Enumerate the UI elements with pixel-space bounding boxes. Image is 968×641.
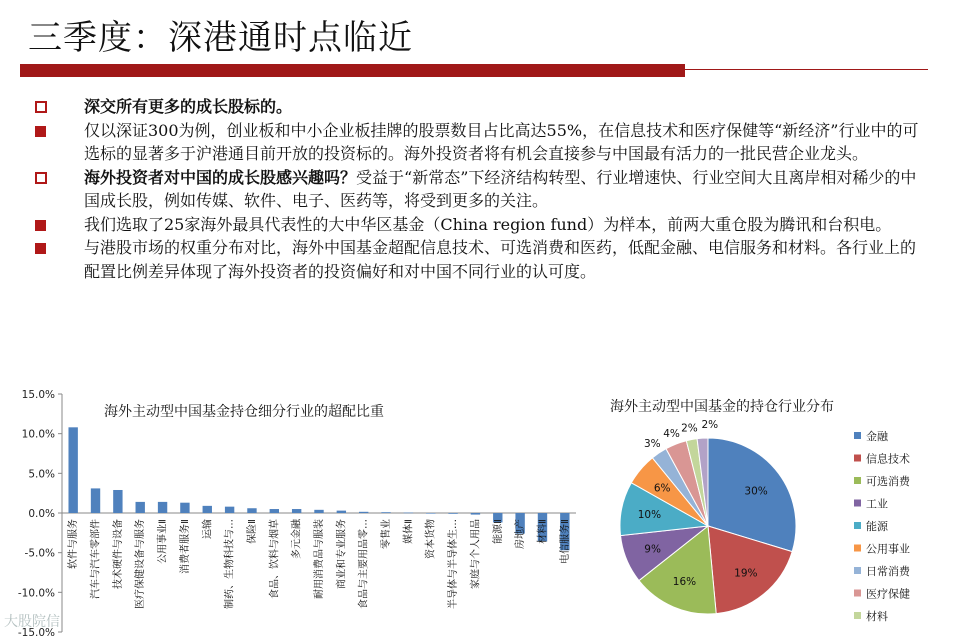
legend-swatch <box>854 522 861 529</box>
pie-value-label: 30% <box>744 485 768 498</box>
bar <box>113 490 122 513</box>
watermark: 大股院信 <box>4 614 60 630</box>
category-label: 家庭与个人用品 <box>470 519 482 589</box>
bullet-list <box>32 95 922 283</box>
bar <box>247 508 256 513</box>
category-label: 汽车与汽车零部件 <box>90 519 102 599</box>
hollow-square-icon <box>35 101 47 113</box>
y-tick-label: -5.0% <box>24 547 55 560</box>
bar <box>91 488 100 513</box>
pie-value-label: 2% <box>701 419 719 432</box>
category-label: 多元金融 <box>291 519 303 559</box>
bullet-item <box>32 213 922 237</box>
bar <box>292 509 301 513</box>
category-label: 半导体与半导体生… <box>448 519 460 609</box>
bullet-text: 我们选取了25家海外最具代表性的大中华区基金（China region fund）为样本，前两大重仓股为腾讯和台积电。 <box>84 214 892 234</box>
pie-value-label: 16% <box>672 576 697 589</box>
category-label: 房地产 <box>515 519 527 549</box>
y-tick-label: -15.0% <box>17 627 55 639</box>
category-label: 食品、饮料与烟草 <box>269 519 281 599</box>
bar <box>180 503 189 513</box>
bar <box>158 502 167 513</box>
bar <box>426 513 435 514</box>
bar <box>448 513 457 514</box>
pie-value-label: 2% <box>681 422 698 435</box>
bar <box>314 510 323 513</box>
category-label: 食品与主要用品零… <box>358 519 370 609</box>
bullet-text: 仅以深证300为例，创业板和中小企业板挂牌的股票数目占比高达55%，在信息技术和医疗保健等“新经济”行业中的可选标的显著多于沪港通目前开放的投资标的。海外投资者将有机会直接参与中国最有活力的一批民营企业龙头。 <box>84 120 919 163</box>
legend-swatch <box>854 455 861 462</box>
legend-label: 公用事业 <box>866 542 910 556</box>
y-tick-label: -10.0% <box>17 587 55 600</box>
holdings-pie-chart <box>600 385 968 641</box>
category-label: 商业和专业服务 <box>336 519 348 589</box>
bullet-item <box>32 95 922 119</box>
title-rule <box>20 64 685 77</box>
bullet-item <box>32 236 922 283</box>
pie-value-label: 3% <box>643 437 661 450</box>
category-label: 医疗保健设备与服务 <box>135 519 147 609</box>
bar <box>136 502 145 513</box>
category-label: 媒体Ⅱ <box>403 519 415 544</box>
category-label: 公用事业Ⅱ <box>157 519 169 564</box>
category-label: 资本货物 <box>425 519 437 559</box>
category-label: 消费者服务Ⅱ <box>179 519 191 574</box>
bar-chart-title: 海外主动型中国基金持仓细分行业的超配比重 <box>104 404 384 420</box>
bullet-text: 与港股市场的权重分布对比，海外中国基金超配信息技术、可选消费和医药，低配金融、电信服务和材料。各行业上的配置比例差异体现了海外投资者的投资偏好和对中国不同行业的认可度。 <box>84 238 917 281</box>
category-label: 能源Ⅱ <box>492 519 504 544</box>
bar <box>68 427 77 513</box>
bullet-bold: 深交所有更多的成长股标的。 <box>84 97 293 116</box>
legend-label: 信息技术 <box>866 452 910 466</box>
category-label: 耐用消费品与服装 <box>314 519 325 599</box>
pie-value-label: 10% <box>637 508 662 521</box>
bar <box>225 507 234 513</box>
legend-swatch <box>854 590 861 597</box>
slide-title: 三季度：深港通时点临近 <box>28 18 413 58</box>
category-label: 电信服务Ⅱ <box>559 519 571 564</box>
bullet-text: 受益于“新常态”下经济结构转型、行业增速快、行业空间大且离岸相对稀少的中国成长股，例如传媒、软件、电子、医药等，将受到更多的关注。 <box>84 167 917 210</box>
legend-label: 材料 <box>866 610 888 623</box>
overweight-bar-chart <box>0 385 590 641</box>
category-label: 技术硬件与设备 <box>112 519 124 589</box>
y-tick-label: 15.0% <box>21 389 55 401</box>
legend-label: 金融 <box>866 430 888 443</box>
pie-value-label: 4% <box>663 427 680 440</box>
category-label: 运输 <box>202 519 214 539</box>
bar <box>203 506 212 513</box>
category-label: 保险Ⅱ <box>246 519 258 544</box>
legend-swatch <box>854 432 861 439</box>
bar <box>404 513 413 514</box>
y-tick-label: 0.0% <box>28 508 55 520</box>
legend-label: 工业 <box>866 497 888 511</box>
legend-label: 日常消费 <box>866 565 910 578</box>
hollow-square-icon <box>35 172 47 184</box>
legend-label: 可选消费 <box>866 475 910 488</box>
bar <box>270 509 279 513</box>
legend-swatch <box>854 612 861 619</box>
category-label: 材料Ⅱ <box>537 519 549 544</box>
legend-swatch <box>854 545 861 552</box>
pie-value-label: 19% <box>734 567 758 580</box>
y-tick-label: 10.0% <box>21 428 55 441</box>
pie-chart-title: 海外主动型中国基金的持仓行业分布 <box>610 399 834 415</box>
legend-label: 能源 <box>866 520 888 533</box>
bullet-bold: 海外投资者对中国的成长股感兴趣吗？ <box>84 167 357 187</box>
category-label: 制药、生物科技与… <box>224 519 236 609</box>
bar <box>359 512 368 513</box>
pie-value-label: 6% <box>653 482 671 495</box>
filled-square-icon <box>35 126 46 137</box>
category-label: 零售业 <box>381 519 393 549</box>
y-tick-label: 5.0% <box>28 468 55 481</box>
bullet-item <box>32 119 922 166</box>
pie-value-label: 9% <box>644 543 661 556</box>
legend-swatch <box>854 477 861 484</box>
bullet-item <box>32 166 922 213</box>
bar <box>471 513 480 515</box>
title-rule-thin <box>685 69 928 70</box>
legend-swatch <box>854 567 861 574</box>
bar <box>381 512 390 513</box>
legend-label: 医疗保健 <box>866 587 910 601</box>
filled-square-icon <box>35 243 46 254</box>
legend-swatch <box>854 500 861 507</box>
bar <box>337 511 346 513</box>
filled-square-icon <box>35 220 46 231</box>
category-label: 软件与服务 <box>68 519 80 569</box>
